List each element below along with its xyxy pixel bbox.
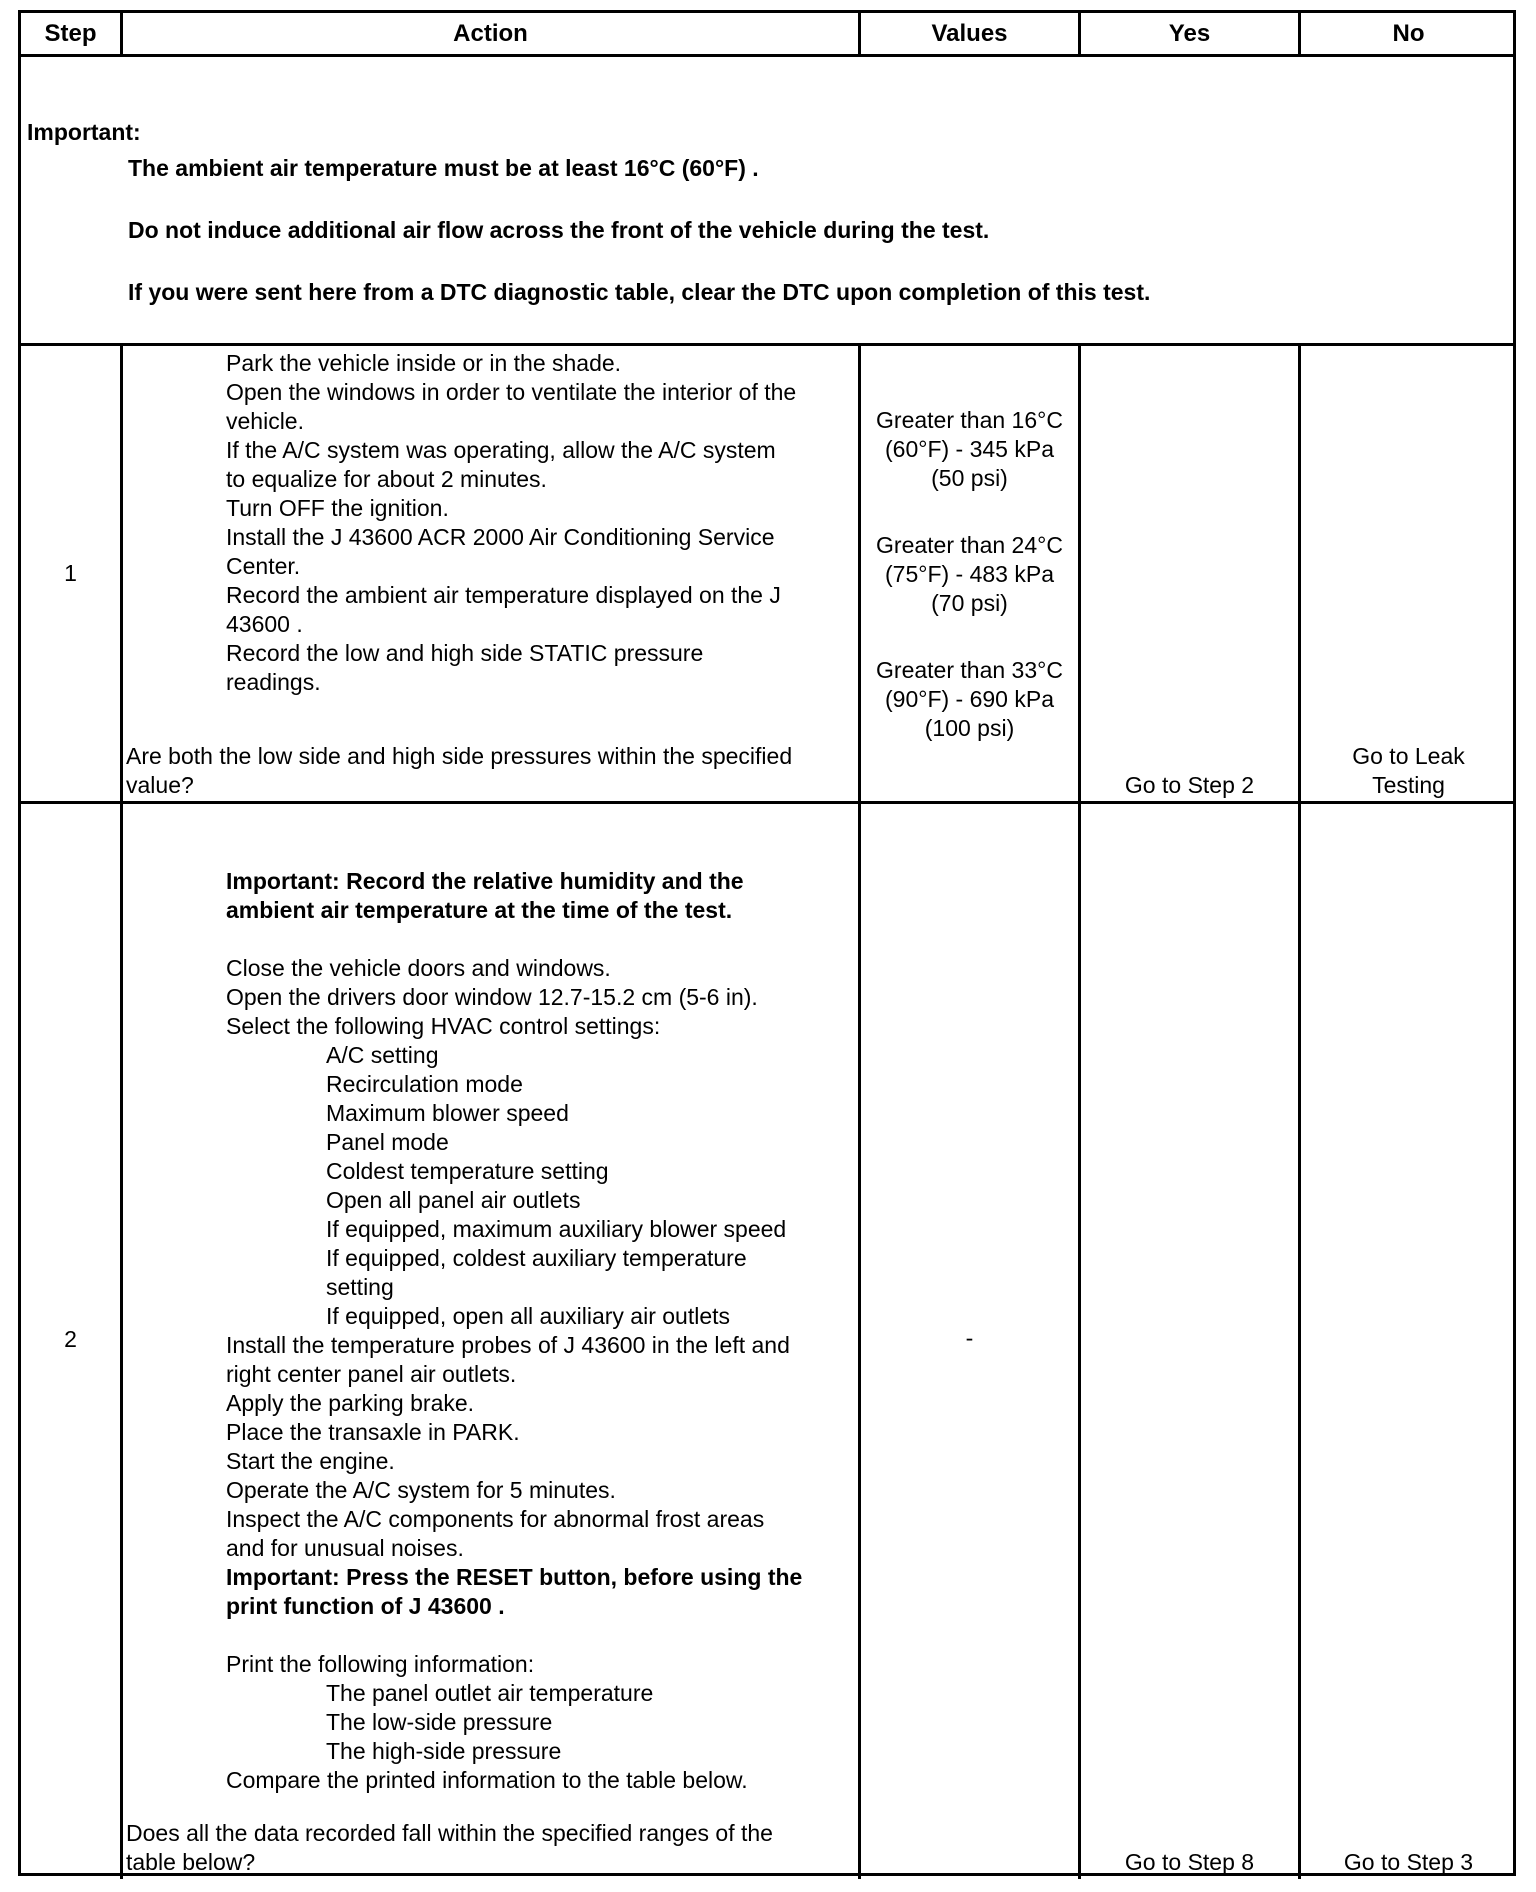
go-to-step-2-link[interactable]: Go to Step 2 (1124, 772, 1255, 798)
action-list (226, 349, 796, 697)
print-items-list (326, 1679, 653, 1766)
action-line: Apply the parking brake. (226, 1390, 475, 1416)
value-spec (861, 406, 1078, 493)
action-line: If the A/C system was operating, allow the A/C system (226, 437, 776, 463)
value-line: (60°F) - 345 kPa (885, 436, 1054, 462)
action-list (226, 1331, 790, 1563)
action-line: Center. (226, 553, 301, 579)
step-2-yes (1081, 804, 1301, 1879)
step-1-row (21, 346, 1513, 804)
step-1-values (861, 346, 1081, 801)
important-note (226, 867, 744, 925)
step-number: 2 (64, 1326, 77, 1352)
setting-line: setting (326, 1274, 394, 1300)
header-row (21, 13, 1513, 57)
diagnostic-table (18, 10, 1516, 1876)
action-line: Close the vehicle doors and windows. (226, 955, 611, 981)
note-line: ambient air temperature at the time of the test. (226, 897, 733, 923)
important-label: Important: (27, 119, 141, 145)
step-number: 1 (64, 560, 77, 586)
question-line: value? (126, 772, 194, 798)
important-line: If you were sent here from a DTC diagnostic table, clear the DTC upon completion of this test. (128, 279, 1151, 305)
step-1-cell (21, 346, 123, 801)
setting-line: Panel mode (326, 1129, 449, 1155)
action-line: vehicle. (226, 408, 304, 434)
setting-line: A/C setting (326, 1042, 439, 1068)
value-line: (70 psi) (931, 590, 1008, 616)
value-line: (75°F) - 483 kPa (885, 561, 1054, 587)
value-spec: - (965, 1325, 974, 1351)
action-line: Operate the A/C system for 5 minutes. (226, 1477, 616, 1503)
print-item: The panel outlet air temperature (326, 1680, 654, 1706)
go-to-step-3-link[interactable]: Go to Step 3 (1343, 1849, 1474, 1875)
setting-line: Recirculation mode (326, 1071, 523, 1097)
value-spec (861, 531, 1078, 618)
important-line: The ambient air temperature must be at least 16°C (60°F) . (128, 155, 759, 181)
value-line: (100 psi) (924, 715, 1015, 741)
value-line: (50 psi) (931, 465, 1008, 491)
hvac-settings-list (326, 1041, 786, 1331)
action-line: and for unusual noises. (226, 1535, 464, 1561)
step-question (126, 1819, 773, 1877)
value-line: Greater than 16°C (876, 407, 1063, 433)
action-line: Select the following HVAC control settings: (226, 1013, 661, 1039)
print-item: The low-side pressure (326, 1709, 553, 1735)
step-2-no (1301, 804, 1516, 1879)
note-line: print function of J 43600 . (226, 1593, 505, 1619)
value-line: (90°F) - 690 kPa (885, 686, 1054, 712)
step-2-row (21, 804, 1513, 1879)
important-notice (21, 57, 1513, 346)
note-line: Important: Press the RESET button, before using the (226, 1564, 803, 1590)
step-2-action (123, 804, 861, 1879)
action-line: readings. (226, 669, 321, 695)
step-2-values (861, 804, 1081, 1879)
action-line: right center panel air outlets. (226, 1361, 517, 1387)
action-line: Place the transaxle in PARK. (226, 1419, 520, 1445)
action-line: Record the ambient air temperature displayed on the J (226, 582, 781, 608)
important-note (226, 1563, 802, 1621)
step-1-no (1301, 346, 1516, 801)
setting-line: Coldest temperature setting (326, 1158, 609, 1184)
action-line: to equalize for about 2 minutes. (226, 466, 547, 492)
print-heading: Print the following information: (226, 1651, 535, 1677)
question-line: table below? (126, 1849, 256, 1875)
action-line: 43600 . (226, 611, 303, 637)
action-line: Install the temperature probes of J 43600 in the left and (226, 1332, 790, 1358)
setting-line: If equipped, open all auxiliary air outlets (326, 1303, 731, 1329)
setting-line: Maximum blower speed (326, 1100, 569, 1126)
go-to-leak-testing-link[interactable] (1301, 742, 1516, 800)
header-step: Step (21, 13, 123, 54)
setting-line: If equipped, coldest auxiliary temperature (326, 1245, 747, 1271)
value-line: Greater than 24°C (876, 532, 1063, 558)
go-to-step-8-link[interactable]: Go to Step 8 (1124, 1849, 1255, 1875)
header-yes: Yes (1081, 13, 1301, 54)
action-line: Install the J 43600 ACR 2000 Air Conditioning Service (226, 524, 775, 550)
question-line: Are both the low side and high side pressures within the specified (126, 743, 793, 769)
action-line: Open the drivers door window 12.7-15.2 cm (5-6 in). (226, 984, 758, 1010)
note-line: Important: Record the relative humidity and the (226, 868, 744, 894)
action-line: Park the vehicle inside or in the shade. (226, 350, 622, 376)
action-line: Turn OFF the ignition. (226, 495, 449, 521)
step-question (126, 742, 792, 800)
step-1-action (123, 346, 861, 801)
header-no: No (1392, 19, 1425, 47)
setting-line: If equipped, maximum auxiliary blower speed (326, 1216, 787, 1242)
setting-line: Open all panel air outlets (326, 1187, 581, 1213)
action-line: Start the engine. (226, 1448, 395, 1474)
action-line: Inspect the A/C components for abnormal frost areas (226, 1506, 765, 1532)
print-item: The high-side pressure (326, 1738, 562, 1764)
value-line: Greater than 33°C (876, 657, 1063, 683)
action-line: Record the low and high side STATIC pressure (226, 640, 704, 666)
header-action: Action (123, 13, 861, 54)
question-line: Does all the data recorded fall within the specified ranges of the (126, 1820, 773, 1846)
value-spec (861, 656, 1078, 743)
link-line: Testing (1372, 772, 1445, 798)
step-2-cell (21, 804, 123, 1879)
header-values: Values (861, 13, 1081, 54)
link-line: Go to Leak (1352, 743, 1465, 769)
step-1-yes (1081, 346, 1301, 801)
important-line: Do not induce additional air flow across the front of the vehicle during the test. (128, 217, 990, 243)
compare-line: Compare the printed information to the table below. (226, 1767, 748, 1793)
action-line: Open the windows in order to ventilate the interior of the (226, 379, 797, 405)
action-list (226, 954, 758, 1041)
